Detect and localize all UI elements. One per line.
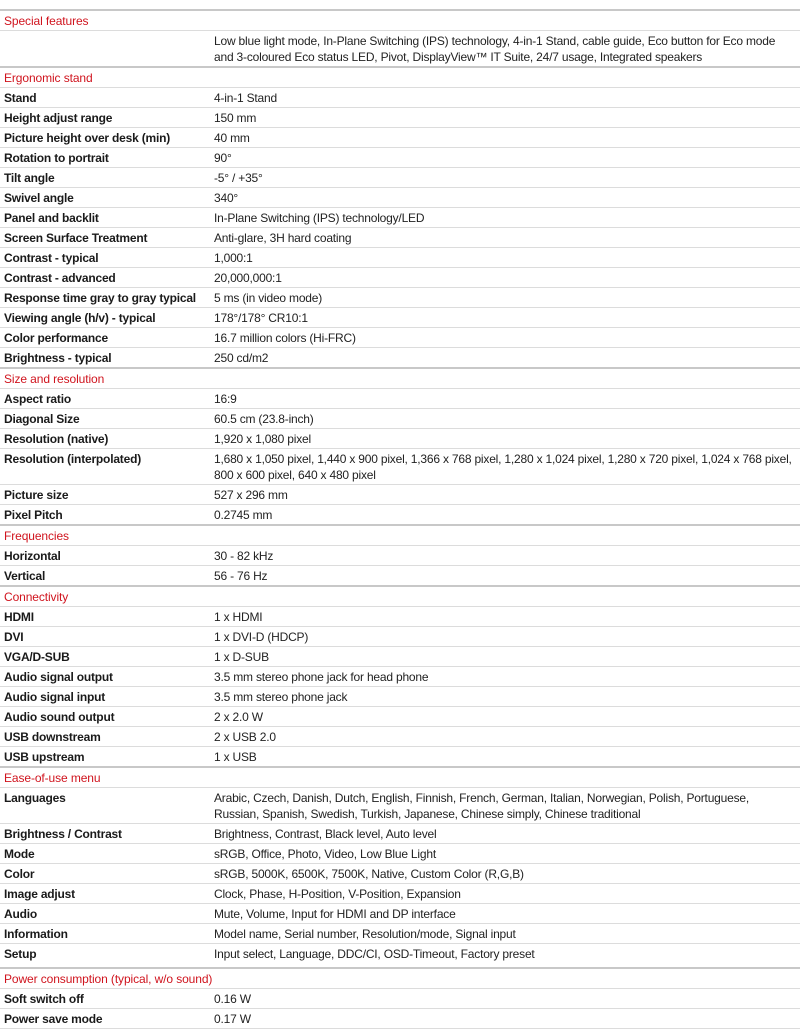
spec-label: Contrast - typical	[4, 251, 99, 265]
spec-label: Panel and backlit	[4, 211, 99, 225]
section-title: Connectivity	[4, 590, 69, 604]
spec-value: Mute, Volume, Input for HDMI and DP interface	[214, 907, 456, 921]
spec-label: Languages	[4, 791, 66, 805]
spec-value: Model name, Serial number, Resolution/mode, Signal input	[214, 927, 516, 941]
spec-label: Brightness - typical	[4, 351, 112, 365]
spec-label: Picture height over desk (min)	[4, 131, 171, 145]
spec-value: 16:9	[214, 392, 237, 406]
section-header	[0, 524, 800, 545]
section-title: Ergonomic stand	[4, 71, 93, 85]
spec-row	[0, 267, 800, 287]
spec-label: Screen Surface Treatment	[4, 231, 148, 245]
spec-value: 340°	[214, 191, 239, 205]
spec-row	[0, 428, 800, 448]
spec-label: Pixel Pitch	[4, 508, 63, 522]
spec-label: USB downstream	[4, 730, 101, 744]
spec-row	[0, 448, 800, 484]
spec-label: USB upstream	[4, 750, 85, 764]
spec-label: HDMI	[4, 610, 34, 624]
spec-label: Soft switch off	[4, 992, 84, 1006]
spec-label: Power save mode	[4, 1012, 103, 1026]
spec-value: Arabic, Czech, Danish, Dutch, English, Finnish, French, German, Italian, Norwegian, Polish, Portuguese, Russian, Spanish, Swedish, Turkish, Japanese, Chinese simply, Chinese traditional	[214, 791, 749, 821]
spec-value: 1 x HDMI	[214, 610, 263, 624]
spec-value: Brightness, Contrast, Black level, Auto level	[214, 827, 437, 841]
spec-value: 150 mm	[214, 111, 257, 125]
spec-row	[0, 247, 800, 267]
spec-value: 4-in-1 Stand	[214, 91, 277, 105]
spec-value: 1,000:1	[214, 251, 253, 265]
spec-row	[0, 87, 800, 107]
spec-label: Setup	[4, 947, 37, 961]
section-title: Frequencies	[4, 529, 69, 543]
spec-row	[0, 167, 800, 187]
spec-value: 90°	[214, 151, 232, 165]
spec-label: Aspect ratio	[4, 392, 71, 406]
spec-row	[0, 107, 800, 127]
spec-row	[0, 823, 800, 843]
section-title: Special features	[4, 14, 89, 28]
spec-value: 2 x 2.0 W	[214, 710, 263, 724]
spec-value: 3.5 mm stereo phone jack	[214, 690, 348, 704]
spec-value: In-Plane Switching (IPS) technology/LED	[214, 211, 425, 225]
spec-value: sRGB, 5000K, 6500K, 7500K, Native, Custom Color (R,G,B)	[214, 867, 524, 881]
spec-row	[0, 408, 800, 428]
spec-label: Diagonal Size	[4, 412, 80, 426]
spec-value: 1,680 x 1,050 pixel, 1,440 x 900 pixel, 1,366 x 768 pixel, 1,280 x 1,024 pixel, 1,280 x 720 pixel, 1,024 x 768 pixel, 800 x 600 pixel, 640 x 480 pixel	[214, 452, 792, 482]
spec-row	[0, 347, 800, 367]
section-header	[0, 766, 800, 787]
section-header	[0, 9, 800, 30]
spec-value: 16.7 million colors (Hi-FRC)	[214, 331, 356, 345]
spec-label: Vertical	[4, 569, 46, 583]
spec-row	[0, 686, 800, 706]
spec-value: 2 x USB 2.0	[214, 730, 276, 744]
spec-label: Color	[4, 867, 35, 881]
spec-value: 60.5 cm (23.8-inch)	[214, 412, 314, 426]
spec-label: VGA/D-SUB	[4, 650, 70, 664]
spec-label: Information	[4, 927, 68, 941]
spec-value: 56 - 76 Hz	[214, 569, 268, 583]
spec-label: Stand	[4, 91, 37, 105]
spec-row	[0, 227, 800, 247]
spec-row	[0, 863, 800, 883]
spec-row	[0, 187, 800, 207]
spec-value: 527 x 296 mm	[214, 488, 288, 502]
spec-row	[0, 746, 800, 766]
spec-label: Horizontal	[4, 549, 61, 563]
spec-value: 0.16 W	[214, 992, 251, 1006]
spec-label: Response time gray to gray typical	[4, 291, 196, 305]
spec-value: 30 - 82 kHz	[214, 549, 274, 563]
spec-row	[0, 883, 800, 903]
spec-value: Low blue light mode, In-Plane Switching (IPS) technology, 4-in-1 Stand, cable guide, Eco button for Eco mode and 3-coloured Eco status LED, Pivot, DisplayView™ IT Suite, 24/7 usage, Integrated speakers	[214, 34, 776, 64]
spec-value: 1 x D-SUB	[214, 650, 269, 664]
spec-row	[0, 484, 800, 504]
section-title: Ease-of-use menu	[4, 771, 101, 785]
spec-value: 1 x DVI-D (HDCP)	[214, 630, 309, 644]
spec-row	[0, 1008, 800, 1028]
spec-row	[0, 565, 800, 585]
spec-row	[0, 504, 800, 524]
spec-value: Anti-glare, 3H hard coating	[214, 231, 352, 245]
spec-row	[0, 287, 800, 307]
spec-label: Contrast - advanced	[4, 271, 116, 285]
spec-row	[0, 388, 800, 408]
spec-row	[0, 30, 800, 66]
spec-row	[0, 646, 800, 666]
spec-row	[0, 903, 800, 923]
spec-label: Height adjust range	[4, 111, 113, 125]
spec-row	[0, 988, 800, 1008]
spec-value: 40 mm	[214, 131, 250, 145]
spec-row	[0, 943, 800, 963]
spec-value: 1 x USB	[214, 750, 257, 764]
spec-label: Resolution (native)	[4, 432, 109, 446]
spec-label: Mode	[4, 847, 35, 861]
spec-label: Viewing angle (h/v) - typical	[4, 311, 156, 325]
spec-label: Resolution (interpolated)	[4, 452, 141, 466]
spec-row	[0, 666, 800, 686]
spec-value: 5 ms (in video mode)	[214, 291, 323, 305]
spec-row	[0, 207, 800, 227]
spec-label: Rotation to portrait	[4, 151, 109, 165]
spec-value: 20,000,000:1	[214, 271, 282, 285]
spec-label	[0, 31, 214, 66]
spec-label: Tilt angle	[4, 171, 55, 185]
spec-row	[0, 626, 800, 646]
spec-label: Image adjust	[4, 887, 75, 901]
section-header	[0, 967, 800, 988]
section-title: Size and resolution	[4, 372, 105, 386]
spec-sheet	[0, 9, 800, 1029]
spec-row	[0, 843, 800, 863]
spec-value: 250 cd/m2	[214, 351, 269, 365]
section-title: Power consumption (typical, w/o sound)	[4, 972, 213, 986]
spec-label: Brightness / Contrast	[4, 827, 122, 841]
section-header	[0, 585, 800, 606]
spec-label: Color performance	[4, 331, 108, 345]
spec-value: -5° / +35°	[214, 171, 263, 185]
spec-label: Audio sound output	[4, 710, 115, 724]
spec-value: Clock, Phase, H-Position, V-Position, Expansion	[214, 887, 461, 901]
spec-value: Input select, Language, DDC/CI, OSD-Timeout, Factory preset	[214, 947, 535, 961]
spec-label: Audio signal output	[4, 670, 113, 684]
spec-row	[0, 787, 800, 823]
spec-row	[0, 706, 800, 726]
spec-row	[0, 307, 800, 327]
spec-value: 1,920 x 1,080 pixel	[214, 432, 311, 446]
spec-row	[0, 923, 800, 943]
spec-row	[0, 545, 800, 565]
spec-row	[0, 327, 800, 347]
spec-label: Swivel angle	[4, 191, 74, 205]
spec-value: sRGB, Office, Photo, Video, Low Blue Light	[214, 847, 436, 861]
spec-row	[0, 147, 800, 167]
spec-value: 0.2745 mm	[214, 508, 273, 522]
section-header	[0, 367, 800, 388]
spec-row	[0, 726, 800, 746]
spec-value: 178°/178° CR10:1	[214, 311, 308, 325]
spec-value: 0.17 W	[214, 1012, 251, 1026]
spec-label: Audio signal input	[4, 690, 106, 704]
spec-row	[0, 606, 800, 626]
spec-label: DVI	[4, 630, 24, 644]
spec-label: Picture size	[4, 488, 69, 502]
section-header	[0, 66, 800, 87]
spec-label: Audio	[4, 907, 37, 921]
spec-row	[0, 127, 800, 147]
spec-value: 3.5 mm stereo phone jack for head phone	[214, 670, 429, 684]
